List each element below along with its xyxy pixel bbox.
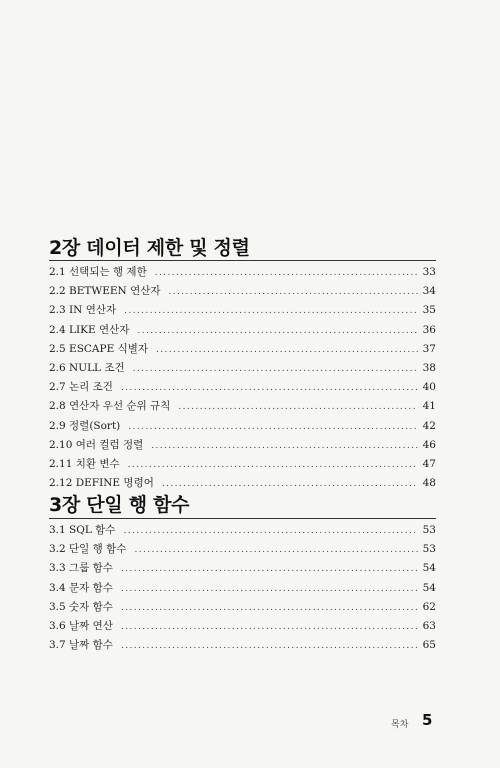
toc-entry-page: 62: [422, 600, 436, 613]
dot-leader: [156, 341, 418, 360]
toc-entry: [49, 378, 436, 397]
dot-leader: [151, 437, 418, 456]
dot-leader: [121, 618, 418, 637]
chapter-2-divider: [49, 260, 436, 261]
footer-page-number: 5: [422, 711, 433, 729]
toc-entry-label: 2.5 ESCAPE 식별자: [49, 342, 149, 355]
dot-leader: [128, 418, 418, 437]
toc-entry: [49, 321, 436, 340]
toc-entry-page: 40: [422, 381, 436, 394]
toc-entry: [49, 359, 436, 378]
toc-entry-page: 38: [422, 361, 436, 374]
toc-entry-label: 3.5 숫자 함수: [49, 600, 113, 613]
toc-entry-page: 53: [422, 543, 436, 556]
dot-leader: [155, 264, 418, 283]
toc-entry-label: 2.4 LIKE 연산자: [49, 323, 130, 336]
dot-leader: [121, 599, 418, 618]
toc-entry: [49, 340, 436, 359]
toc-entry-page: 53: [422, 524, 436, 536]
toc-entry-page: 63: [422, 619, 436, 632]
dot-leader: [169, 283, 419, 302]
toc-entry-label: 3.2 단일 행 함수: [49, 543, 127, 556]
toc-entry: [49, 282, 436, 301]
toc-entry-page: 65: [422, 639, 436, 652]
dot-leader: [133, 360, 418, 379]
toc-entry-label: 2.3 IN 연산자: [49, 304, 117, 317]
dot-leader: [123, 522, 418, 541]
dot-leader: [121, 637, 418, 656]
toc-entry: [49, 598, 436, 617]
toc-entry-label: 2.2 BETWEEN 연산자: [49, 285, 161, 298]
toc-entry: [49, 263, 436, 282]
toc-entry-label: 2.1 선택되는 행 제한: [49, 266, 147, 278]
chapter-2-title: 2장 데이터 제한 및 정렬: [49, 237, 250, 259]
toc-entry-label: 3.7 날짜 함수: [49, 639, 113, 652]
toc-entry-label: 2.12 DEFINE 명령어: [49, 477, 154, 490]
dot-leader: [137, 322, 418, 341]
toc-entry-page: 33: [422, 266, 436, 278]
toc-entry-page: 54: [422, 581, 436, 594]
dot-leader: [134, 541, 418, 560]
toc-entry-page: 36: [422, 323, 436, 336]
toc-entry-label: 2.8 연산자 우선 순위 규칙: [49, 400, 171, 413]
toc-entry: [49, 540, 436, 559]
toc-entry-label: 2.11 치환 변수: [49, 457, 120, 470]
dot-leader: [162, 475, 418, 494]
toc-entry-page: 37: [422, 342, 436, 355]
toc-entry: [49, 521, 436, 540]
dot-leader: [178, 398, 418, 417]
dot-leader: [121, 580, 418, 599]
toc-entry-label: 2.9 정렬(Sort): [49, 419, 121, 432]
dot-leader: [121, 560, 418, 579]
toc-entry: [49, 559, 436, 578]
toc-entry-page: 54: [422, 562, 436, 575]
toc-entry-page: 46: [422, 438, 436, 451]
toc-entry-label: 2.6 NULL 조건: [49, 361, 125, 374]
chapter-2-toc-list: [49, 263, 436, 493]
toc-entry: [49, 617, 436, 636]
toc-entry: [49, 301, 436, 320]
toc-entry: [49, 455, 436, 474]
toc-entry-page: 41: [422, 400, 436, 413]
toc-entry-page: 34: [422, 285, 436, 298]
toc-entry-label: 2.7 논리 조건: [49, 381, 113, 394]
toc-entry-page: 47: [422, 457, 436, 470]
toc-entry-page: 42: [422, 419, 436, 432]
toc-entry-page: 48: [422, 477, 436, 490]
footer-section-label: 목차: [391, 720, 409, 730]
toc-entry: [49, 397, 436, 416]
chapter-3-title: 3장 단일 행 함수: [49, 494, 190, 516]
toc-entry-label: 3.4 문자 함수: [49, 581, 113, 594]
toc-entry: [49, 436, 436, 455]
dot-leader: [128, 456, 418, 475]
toc-entry-label: 2.10 여러 컬럼 정렬: [49, 438, 144, 451]
chapter-3-toc-list: [49, 521, 436, 655]
toc-entry-page: 35: [422, 304, 436, 317]
toc-entry-label: 3.3 그룹 함수: [49, 562, 113, 575]
toc-entry-label: 3.1 SQL 함수: [49, 524, 116, 536]
dot-leader: [124, 302, 418, 321]
toc-entry: [49, 636, 436, 655]
toc-entry: [49, 417, 436, 436]
toc-entry-label: 3.6 날짜 연산: [49, 619, 113, 632]
dot-leader: [121, 379, 418, 398]
chapter-3-divider: [49, 518, 436, 519]
toc-entry: [49, 579, 436, 598]
